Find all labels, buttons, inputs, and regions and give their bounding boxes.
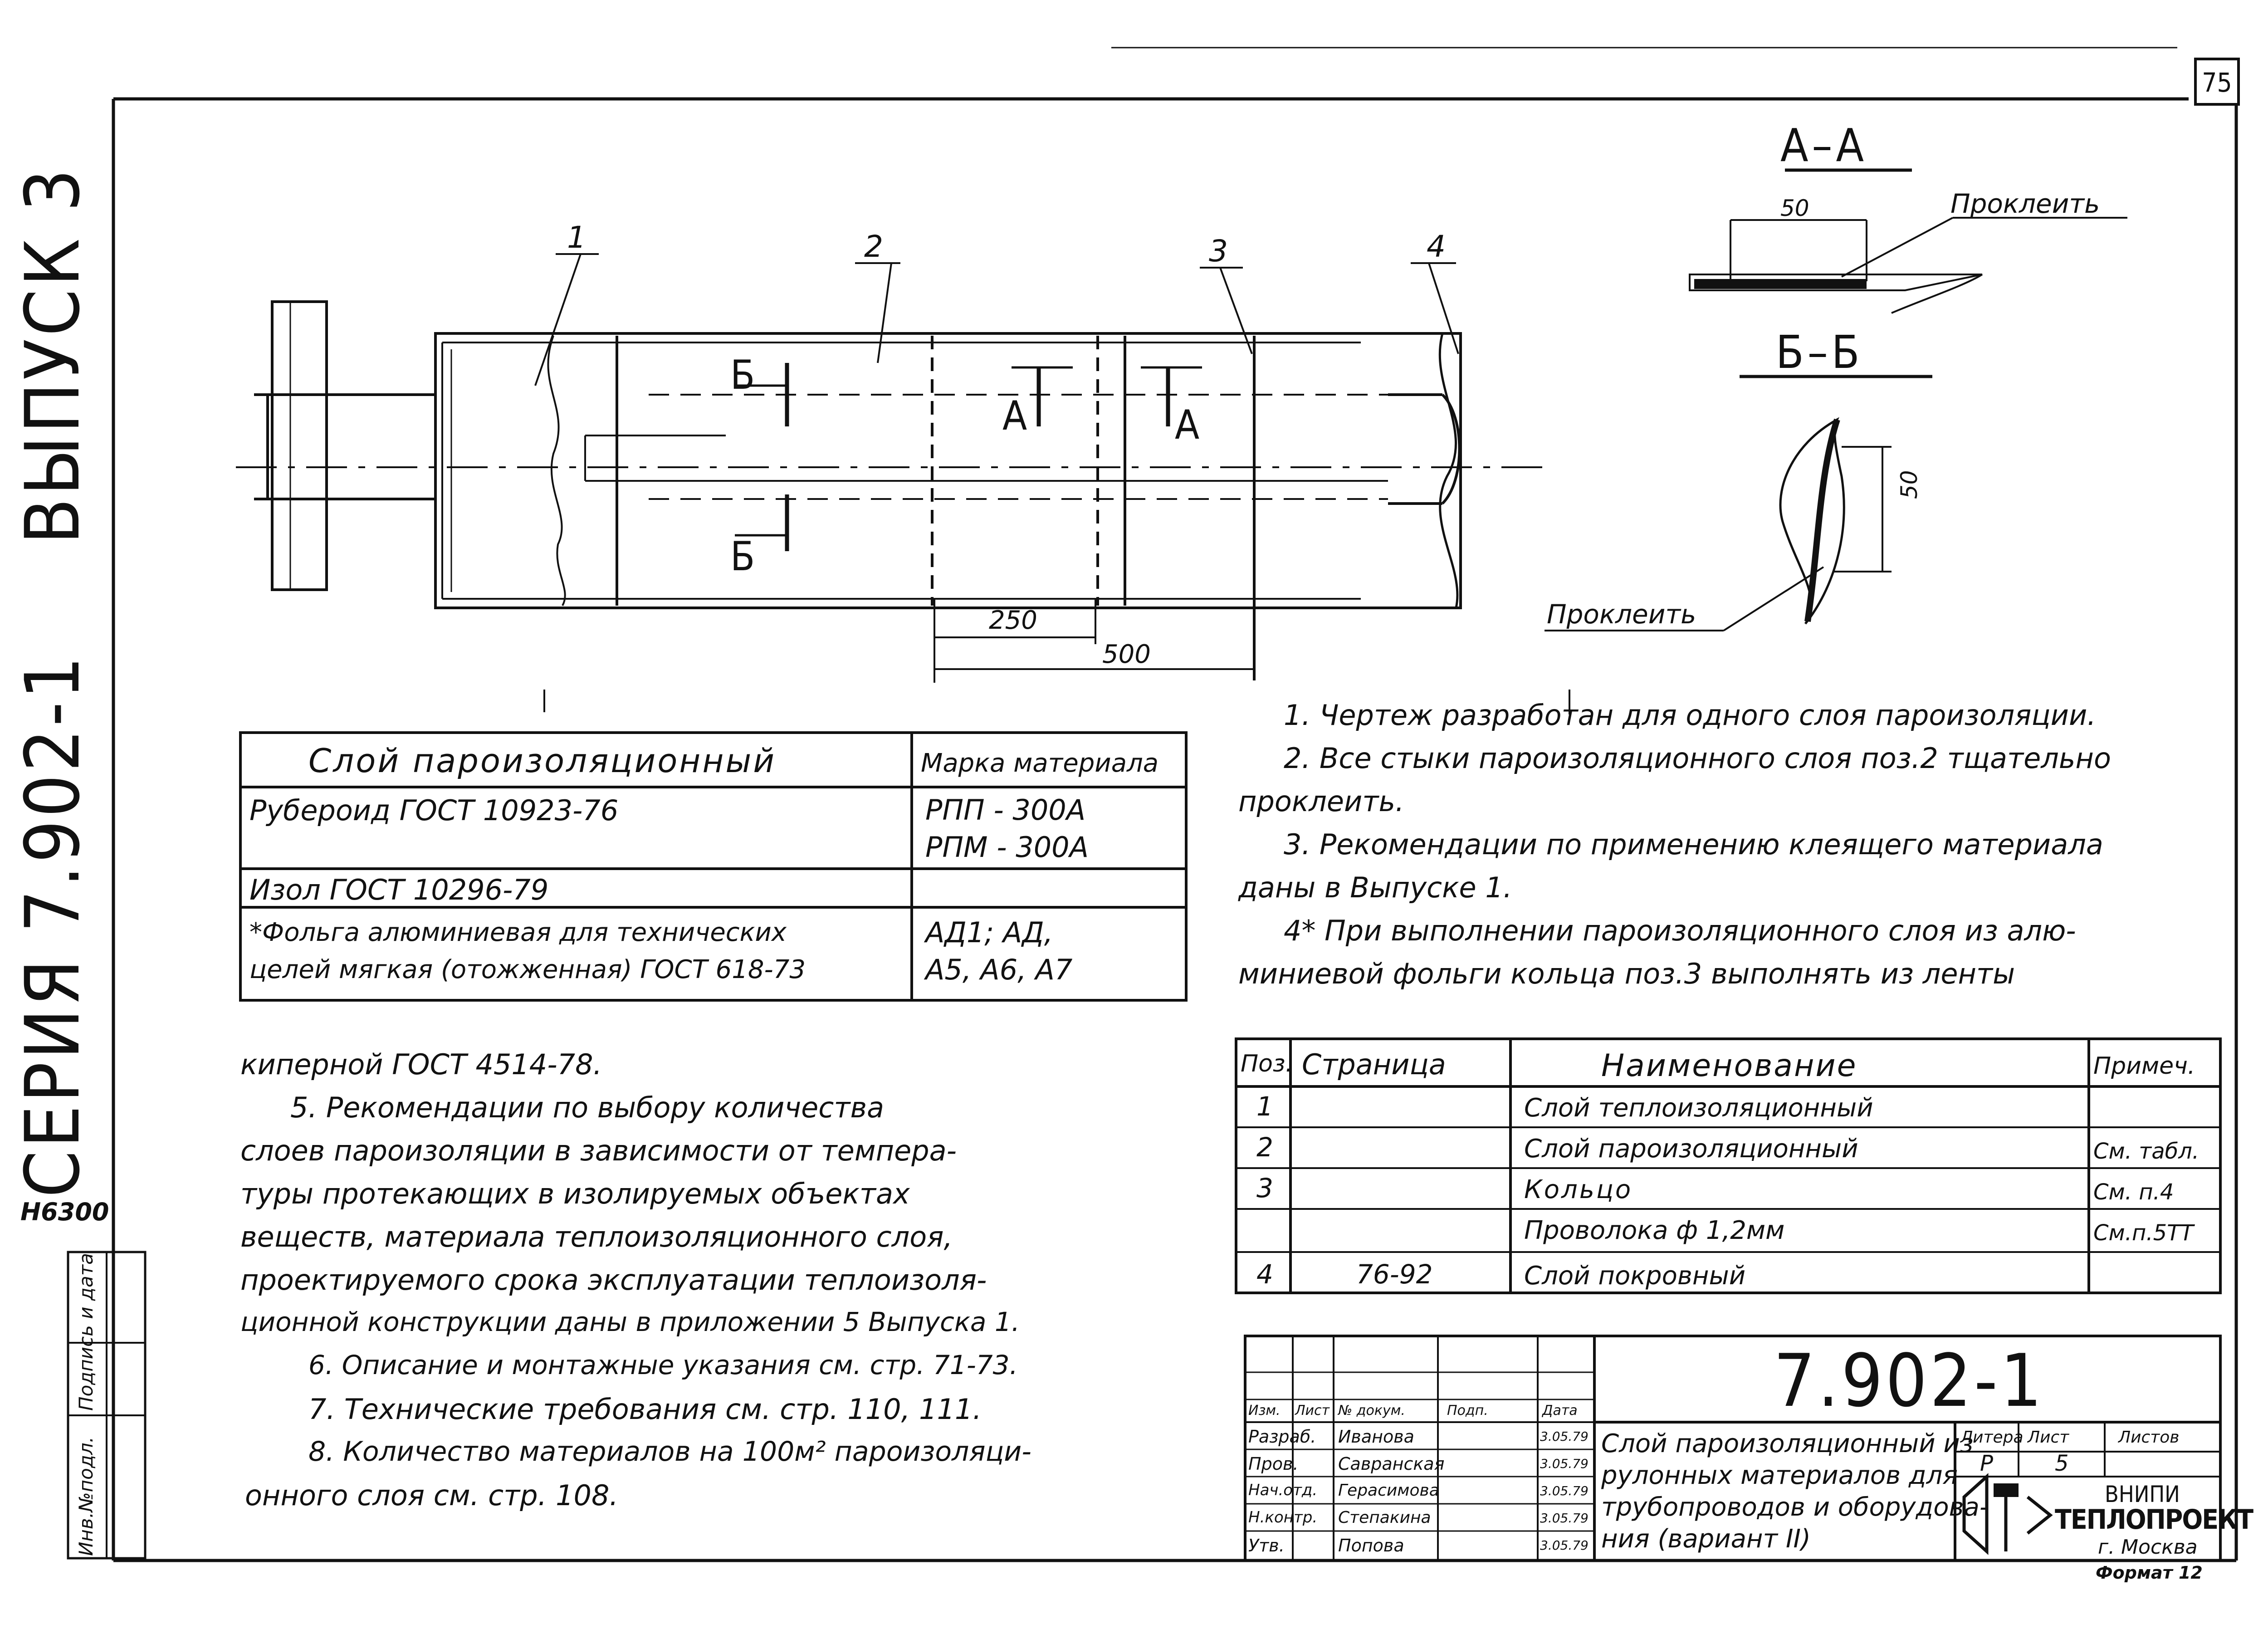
note-5-line-6: ционной конструкции даны в приложении 5 Выпуска 1.	[240, 1306, 1020, 1337]
section-mark-b-bottom: Б	[730, 533, 755, 580]
pipe-elevation	[236, 254, 1569, 714]
spec-row-3-pos: 3	[1256, 1173, 1273, 1203]
tb-date-5: 3.05.79	[1540, 1538, 1589, 1553]
section-bb-note: Проклеить	[1547, 599, 1696, 630]
section-mark-a-right: А	[1175, 401, 1200, 448]
note-4-end: киперной ГОСТ 4514-78.	[240, 1048, 602, 1081]
note-1: 1. Чертеж разработан для одного слоя пароизоляции.	[1284, 699, 2096, 732]
leader-1: 1	[567, 220, 586, 255]
leader-4: 4	[1427, 229, 1446, 264]
spec-row-1-name: Слой теплоизоляционный	[1524, 1093, 1873, 1123]
tb-h-sign: Подп.	[1447, 1403, 1488, 1419]
stamp-sign-label: Подпись и дата	[75, 1253, 97, 1411]
tb-h-date: Дата	[1542, 1403, 1578, 1419]
sheet-title-line-4: ния (вариант II)	[1601, 1524, 1811, 1554]
section-aa-note: Проклеить	[1950, 188, 2100, 219]
note-5: 5. Рекомендации по выбору количества	[290, 1091, 884, 1124]
leader-2: 2	[864, 229, 883, 264]
note-5-line-2: слоев пароизоляции в зависимости от темпера-	[240, 1134, 957, 1167]
org-name-1: ВНИПИ	[2105, 1481, 2180, 1507]
stamp-inv-label: Инв.№подл.	[75, 1436, 97, 1556]
material-header-layer: Слой пароизоляционный	[308, 742, 777, 780]
material-header-grade: Марка материала	[921, 749, 1159, 778]
spec-header-page: Страница	[1302, 1048, 1446, 1081]
tb-role-4: Н.контр.	[1248, 1508, 1318, 1526]
section-bb-drawing	[1545, 377, 1932, 631]
section-bb-title: Б–Б	[1776, 326, 1863, 379]
series-label: СЕРИЯ 7.902-1	[9, 653, 96, 1198]
note-5-line-5: проектируемого срока эксплуатации теплоизоля-	[240, 1263, 987, 1296]
spec-row-5-pos: 4	[1256, 1259, 1273, 1290]
litera-value: Р	[1980, 1451, 1993, 1476]
sheet-title-line-1: Слой пароизоляционный из	[1601, 1429, 1974, 1458]
spec-row-3-note: См. п.4	[2093, 1179, 2174, 1205]
note-5-line-3: туры протекающих в изолируемых объектах	[240, 1177, 910, 1210]
tb-name-1: Иванова	[1338, 1427, 1414, 1447]
designation: 7.902-1	[1774, 1338, 2045, 1423]
litera-label: Литера	[1960, 1428, 2024, 1447]
spec-row-4-note: См.п.5ТТ	[2093, 1220, 2194, 1246]
tb-role-3: Нач.отд.	[1248, 1481, 1318, 1499]
spec-row-2-pos: 2	[1256, 1132, 1273, 1163]
org-city: г. Москва	[2098, 1536, 2198, 1559]
note-3-cont: даны в Выпуске 1.	[1238, 871, 1512, 904]
spec-row-4-name: Проволока ф 1,2мм	[1524, 1216, 1785, 1245]
material-row-1-name: Рубероид ГОСТ 10923-76	[249, 794, 619, 827]
org-name-2: ТЕПЛОПРОЕКТ	[2055, 1504, 2253, 1536]
section-bb-dim: 50	[1896, 470, 1922, 499]
note-6: 6. Описание и монтажные указания см. стр. 71-73.	[308, 1350, 1018, 1380]
spec-row-5-name: Слой покровный	[1524, 1261, 1746, 1291]
page-number: 75	[2202, 67, 2232, 98]
tb-role-5: Утв.	[1248, 1536, 1285, 1556]
tb-h-doc: № докум.	[1338, 1403, 1405, 1419]
tb-date-4: 3.05.79	[1540, 1511, 1589, 1526]
issue-label: ВЫПУСК 3	[9, 166, 96, 544]
tb-h-list: Лист	[1295, 1403, 1330, 1419]
material-row-3-grade: АД1; АД, А5, А6, А7	[925, 916, 1073, 986]
tb-role-2: Пров.	[1248, 1454, 1299, 1474]
sheet-label: Лист	[2028, 1428, 2069, 1447]
spec-row-5-page: 76-92	[1356, 1259, 1433, 1290]
spec-row-1-pos: 1	[1256, 1091, 1273, 1122]
tb-date-1: 3.05.79	[1540, 1429, 1589, 1444]
tb-name-4: Степакина	[1338, 1508, 1431, 1527]
material-row-1-grade: РПП - 300А РПМ - 300А	[925, 793, 1089, 864]
spec-header-pos: Поз.	[1241, 1050, 1293, 1077]
tb-h-izm: Изм.	[1248, 1403, 1281, 1419]
spec-row-2-name: Слой пароизоляционный	[1524, 1134, 1858, 1164]
note-8: 8. Количество материалов на 100м² пароизоляци-	[308, 1436, 1031, 1468]
spec-row-3-name: Кольцо	[1524, 1175, 1633, 1204]
section-mark-a-left: А	[1002, 392, 1027, 439]
section-aa-dim: 50	[1780, 195, 1809, 221]
leader-3: 3	[1209, 234, 1228, 269]
tb-name-2: Савранская	[1338, 1454, 1445, 1474]
tb-date-2: 3.05.79	[1540, 1456, 1589, 1471]
note-8-cont: онного слоя см. стр. 108.	[245, 1479, 619, 1512]
note-4-cont: миниевой фольги кольца поз.3 выполнять из ленты	[1238, 957, 2015, 990]
tb-name-3: Герасимова	[1338, 1481, 1439, 1500]
material-row-2-name: Изол ГОСТ 10296-79	[249, 873, 549, 906]
section-mark-b-top: Б	[730, 352, 755, 398]
dim-250: 250	[989, 606, 1037, 635]
note-3: 3. Рекомендации по применению клеящего материала	[1284, 828, 2103, 861]
note-2: 2. Все стыки пароизоляционного слоя поз.2 тщательно	[1284, 742, 2111, 775]
material-row-3-name: *Фольга алюминиевая для технических целей мягкая (отожженная) ГОСТ 618-73	[249, 918, 806, 984]
tb-name-5: Попова	[1338, 1536, 1404, 1556]
note-4: 4* При выполнении пароизоляционного слоя из алю-	[1284, 914, 2076, 947]
sheet-value: 5	[2055, 1451, 2069, 1476]
paper-format: Формат 12	[2096, 1563, 2203, 1583]
spec-header-name: Наименование	[1601, 1048, 1857, 1084]
spec-header-note: Примеч.	[2093, 1052, 2195, 1080]
section-aa-title: А–А	[1780, 119, 1868, 172]
note-5-line-4: веществ, материала теплоизоляционного слоя,	[240, 1220, 953, 1253]
tb-role-1: Разраб.	[1248, 1427, 1316, 1447]
dim-500: 500	[1102, 640, 1151, 669]
note-2-cont: проклеить.	[1238, 785, 1404, 818]
spec-row-2-note: См. табл.	[2093, 1139, 2200, 1164]
sheet-title-line-3: трубопроводов и оборудова-	[1601, 1492, 1989, 1522]
sheet-title-line-2: рулонных материалов для	[1601, 1461, 1958, 1490]
tb-date-3: 3.05.79	[1540, 1483, 1589, 1498]
sheets-label: Листов	[2118, 1428, 2180, 1447]
note-7: 7. Технические требования см. стр. 110, 111.	[308, 1393, 982, 1426]
archive-code: Н6300	[20, 1198, 109, 1226]
